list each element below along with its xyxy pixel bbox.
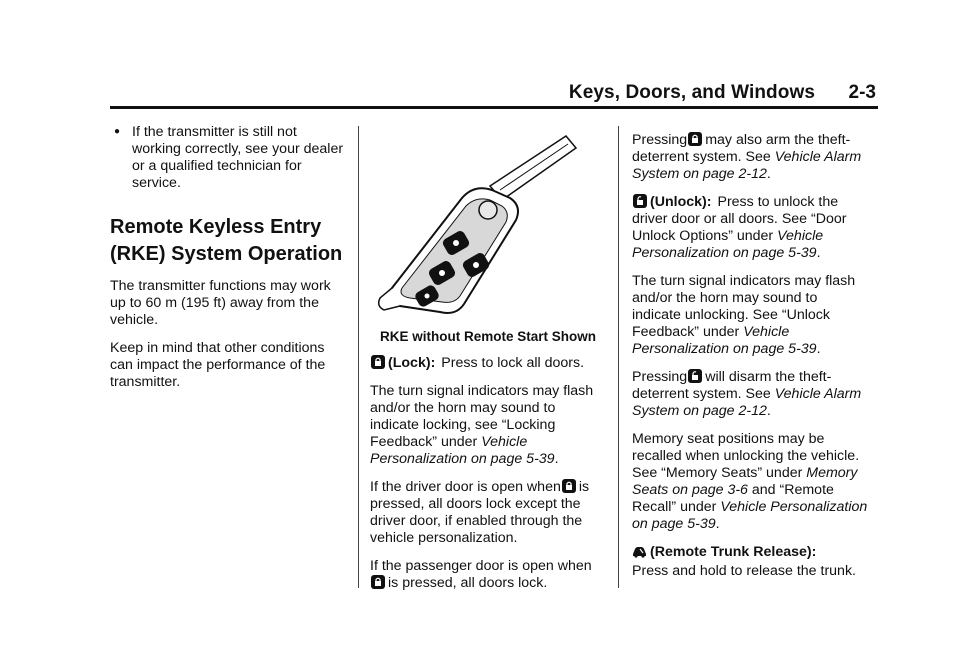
bullet-icon: ●	[114, 126, 121, 137]
column-divider	[358, 126, 359, 588]
paragraph: The turn signal indicators may flash and/or the horn may sound to indicate unlocking. See “Unlock Feedback” under Vehicle Personalization on page 5-39.	[632, 273, 856, 357]
section-title: Keys, Doors, and Windows	[568, 82, 815, 103]
unlock-label: (Unlock):	[650, 194, 712, 210]
cross-reference[interactable]: Vehicle Alarm System on page 2-12	[632, 386, 862, 419]
page-number: 2-3	[848, 82, 876, 103]
lock-icon	[562, 479, 576, 493]
cross-reference[interactable]: Vehicle Alarm System on page 2-12	[632, 149, 862, 182]
column-3	[632, 132, 870, 591]
lock-description	[370, 355, 606, 372]
trunk-description	[632, 544, 870, 580]
paragraph: Pressing will disarm the theft-deterrent system. See Vehicle Alarm System on page 2-12.	[632, 369, 862, 419]
key-fob-illustration	[370, 128, 606, 320]
cross-reference[interactable]: Memory Seats on page 3-6	[632, 465, 858, 498]
trunk-label: (Remote Trunk Release):	[650, 544, 817, 560]
figure-caption: RKE without Remote Start Shown	[380, 329, 596, 344]
lock-label: (Lock):	[388, 355, 436, 371]
paragraph: If the passenger door is open when is pressed, all doors lock.	[370, 558, 592, 591]
paragraph: Pressing may also arm the theft-deterrent system. See Vehicle Alarm System on page 2-12.	[632, 132, 862, 182]
heading-line: (RKE) System Operation	[110, 243, 343, 265]
paragraph: Memory seat positions may be recalled when unlocking the vehicle. See “Memory Seats” under Memory Seats on page 3-6 and “Remote Recall” under Vehicle Personalization on page 5-39.	[632, 431, 868, 532]
paragraph: The transmitter functions may work up to 60 m (195 ft) away from the vehicle.	[110, 278, 331, 328]
unlock-description: (Unlock): Press to unlock the driver door or all doors. See “Door Unlock Options” under Vehicle Personalization on page 5-39.	[632, 194, 847, 261]
trunk-desc: Press and hold to release the trunk.	[632, 563, 856, 579]
cross-reference[interactable]: Vehicle Personalization on page 5-39	[370, 434, 555, 467]
lock-icon	[371, 575, 385, 589]
cross-reference[interactable]: Vehicle Personalization on page 5-39	[632, 499, 868, 532]
cross-reference[interactable]: Vehicle Personalization on page 5-39	[632, 324, 817, 357]
bullet-text: If the transmitter is still not working correctly, see your dealer or a qualified technician for service.	[132, 124, 344, 191]
trunk-icon	[632, 545, 647, 563]
lock-icon	[371, 355, 385, 369]
column-2	[370, 128, 606, 603]
unlock-icon	[688, 369, 702, 383]
heading-line: Remote Keyless Entry	[110, 216, 322, 238]
lock-desc: Press to lock all doors.	[441, 355, 585, 371]
cross-reference[interactable]: Vehicle Personalization on page 5-39	[632, 228, 824, 261]
key-fob-icon	[370, 128, 606, 320]
bullet-item	[110, 124, 346, 192]
section-heading	[110, 214, 346, 268]
unlock-icon	[633, 194, 647, 208]
paragraph: If the driver door is open when is pressed, all doors lock except the driver door, if enabled through the vehicle personalization.	[370, 479, 590, 546]
paragraph: Keep in mind that other conditions can impact the performance of the transmitter.	[110, 340, 326, 390]
column-1	[110, 124, 346, 402]
lock-icon	[688, 132, 702, 146]
column-divider	[618, 126, 619, 588]
header-rule	[110, 106, 878, 109]
paragraph: The turn signal indicators may flash and/or the horn may sound to indicate locking, see “Locking Feedback” under Vehicle Personalization on page 5-39.	[370, 383, 594, 467]
